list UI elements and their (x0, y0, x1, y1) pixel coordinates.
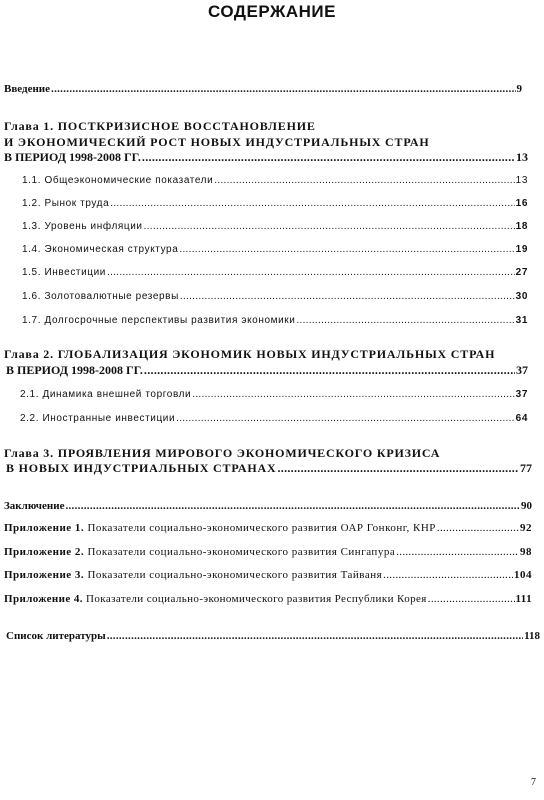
leader-dots (180, 290, 515, 303)
toc-entry-label: 2.2. Иностранные инвестиции (20, 413, 176, 424)
toc-entry-page: 13 (516, 150, 528, 164)
leader-dots (51, 83, 515, 96)
toc-entry-label: Показатели социально-экономического развития Тайваня (87, 569, 383, 581)
leader-dots (277, 462, 519, 475)
toc-entry-label: Показатели социально-экономического развития ОАР Гонконг, КНР (87, 522, 436, 534)
toc-entry-label: Введение (4, 83, 51, 95)
toc-entry-label: 1.7. Долгосрочные перспективы развития экономики (22, 315, 296, 326)
toc-entry-section-1-4[interactable] (22, 243, 528, 256)
toc-entry-label: 1.1. Общеэкономические показатели (22, 175, 214, 186)
toc-entry-label: 1.5. Инвестиции (22, 267, 106, 278)
toc-entry-label: 1.4. Экономическая структура (22, 244, 179, 255)
toc-entry-chapter-3[interactable] (4, 462, 532, 475)
toc-entry-page: 92 (520, 522, 532, 534)
leader-dots (214, 174, 514, 187)
page-title: СОДЕРЖАНИЕ (208, 2, 336, 21)
toc-entry-page: 37 (516, 363, 528, 377)
leader-dots (110, 197, 514, 210)
toc-entry-page: 16 (515, 198, 528, 209)
toc-entry-page: 19 (515, 244, 528, 255)
appendix-prefix: Приложение 4. (4, 593, 83, 605)
toc-entry-page: 37 (515, 389, 528, 400)
appendix-prefix: Приложение 2. (4, 546, 85, 558)
chapter-3-heading-line-1[interactable]: Глава 3. ПРОЯВЛЕНИЯ МИРОВОГО ЭКОНОМИЧЕСКОГО КРИЗИСА (4, 446, 441, 460)
toc-entry-label: Показатели социально-экономического развития Сингапура (87, 546, 396, 558)
toc-entry-appendix-3[interactable] (4, 569, 532, 582)
toc-entry-section-1-3[interactable] (22, 220, 528, 233)
toc-entry-section-1-1[interactable] (22, 174, 528, 187)
chapter-1-heading-line-2[interactable]: И ЭКОНОМИЧЕСКИЙ РОСТ НОВЫХ ИНДУСТРИАЛЬНЫХ СТРАН (4, 135, 430, 149)
toc-entry-section-1-2[interactable] (22, 197, 528, 210)
appendix-prefix: Приложение 3. (4, 569, 85, 581)
leader-dots (144, 220, 515, 233)
appendix-prefix: Приложение 1. (4, 522, 85, 534)
toc-entry-section-2-2[interactable] (20, 412, 528, 425)
leader-dots (179, 243, 514, 256)
page-number: 7 (531, 777, 536, 788)
toc-entry-page: 111 (515, 593, 532, 605)
toc-entry-page: 18 (515, 221, 528, 232)
toc-entry-section-1-5[interactable] (22, 266, 528, 279)
chapter-1-heading-line-1[interactable]: Глава 1. ПОСТКРИЗИСНОЕ ВОССТАНОВЛЕНИЕ (4, 119, 316, 133)
toc-entry-page: 27 (515, 267, 528, 278)
toc-entry-chapter-1[interactable] (4, 151, 528, 164)
leader-dots (144, 364, 515, 377)
chapter-2-heading-line-1[interactable]: Глава 2. ГЛОБАЛИЗАЦИЯ ЭКОНОМИК НОВЫХ ИНДУСТРИАЛЬНЫХ СТРАН (4, 347, 496, 361)
toc-entry-label: 1.6. Золотовалютные резервы (22, 291, 179, 302)
leader-dots (383, 569, 513, 582)
leader-dots (437, 522, 519, 535)
leader-dots (65, 500, 520, 513)
toc-entry-label: Заключение (4, 500, 65, 512)
toc-entry-section-2-1[interactable] (20, 388, 528, 401)
toc-entry-page: 31 (515, 315, 528, 326)
leader-dots (107, 630, 523, 643)
toc-entry-label: Список литературы (6, 630, 106, 642)
toc-entry-page: 104 (514, 569, 532, 581)
toc-entry-page: 9 (516, 83, 522, 95)
toc-entry-section-1-7[interactable] (22, 314, 528, 327)
leader-dots (107, 266, 515, 279)
toc-entry-label: 1.2. Рынок труда (22, 198, 110, 209)
toc-entry-appendix-4[interactable] (4, 593, 532, 606)
toc-entry-label: В ПЕРИОД 1998-2008 ГГ. (4, 150, 141, 164)
leader-dots (396, 546, 519, 559)
toc-entry-references[interactable] (6, 630, 540, 643)
toc-entry-page: 90 (521, 500, 532, 512)
toc-entry-chapter-2[interactable] (4, 364, 528, 377)
toc-entry-label: 2.1. Динамика внешней торговли (20, 389, 192, 400)
leader-dots (142, 151, 515, 164)
leader-dots (428, 593, 515, 606)
toc-entry-page: 77 (520, 461, 532, 475)
toc-entry-page: 30 (515, 291, 528, 302)
leader-dots (296, 314, 514, 327)
leader-dots (176, 412, 515, 425)
toc-entry-page: 118 (524, 630, 540, 642)
toc-entry-label: Показатели социально-экономического развития Республики Корея (86, 593, 427, 605)
toc-entry-page: 13 (515, 175, 528, 186)
toc-entry-label: 1.3. Уровень инфляции (22, 221, 143, 232)
toc-entry-introduction[interactable] (4, 83, 522, 96)
toc-entry-label: В НОВЫХ ИНДУСТРИАЛЬНЫХ СТРАНАХ (6, 461, 277, 475)
toc-entry-conclusion[interactable] (4, 500, 532, 513)
toc-entry-section-1-6[interactable] (22, 290, 528, 303)
leader-dots (192, 388, 514, 401)
toc-entry-appendix-2[interactable] (4, 546, 532, 559)
toc-entry-appendix-1[interactable] (4, 522, 532, 535)
toc-entry-page: 64 (515, 413, 528, 424)
toc-entry-page: 98 (520, 546, 532, 558)
toc-entry-label: В ПЕРИОД 1998-2008 ГГ. (6, 363, 143, 377)
